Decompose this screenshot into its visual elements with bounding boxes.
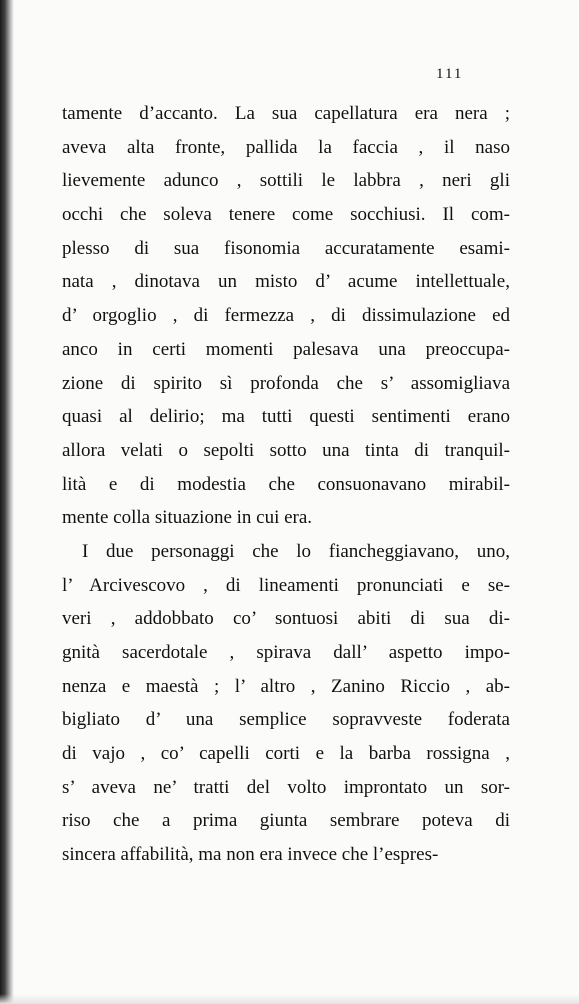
text-line: nata , dinotava un misto d’ acume intellettuale,: [62, 271, 510, 293]
text-line: d’ orgoglio , di fermezza , di dissimulazione ed: [62, 305, 510, 327]
text-line: gnità sacerdotale , spirava dall’ aspetto impo-: [62, 642, 510, 663]
text-line: I due personaggi che lo fiancheggiavano, uno,: [82, 540, 510, 562]
text-line: sincera affabilità, ma non era invece che l’espres-: [62, 844, 439, 866]
paragraph: [62, 535, 510, 872]
text-line: riso che a prima giunta sembrare poteva di: [62, 810, 510, 832]
page-number: 111: [436, 66, 464, 82]
body-text: [62, 97, 510, 872]
text-line: s’ aveva ne’ tratti del volto improntato un sor-: [62, 776, 510, 798]
text-line: bigliato d’ una semplice sopravveste foderata: [62, 709, 510, 731]
page-bottom-edge: [0, 994, 579, 1004]
text-line: aveva alta fronte, pallida la faccia , il naso: [62, 136, 510, 158]
book-spine-shadow: [0, 0, 14, 1004]
text-line: allora velati o sepolti sotto una tinta di tranquil-: [62, 439, 510, 461]
text-line: lievemente adunco , sottili le labbra , neri gli: [62, 170, 510, 192]
paragraph: [62, 97, 510, 535]
text-line: occhi che soleva tenere come socchiusi. Il com-: [62, 204, 510, 226]
text-line: anco in certi momenti palesava una preoccupa-: [62, 338, 510, 360]
text-line: zione di spirito sì profonda che s’ assomigliava: [62, 372, 510, 394]
text-line: plesso di sua fisonomia accuratamente esami-: [62, 237, 510, 259]
text-line: nenza e maestà ; l’ altro , Zanino Riccio , ab-: [62, 675, 510, 697]
text-line: l’ Arcivescovo , di lineamenti pronunciati e se-: [62, 574, 510, 596]
text-line: mente colla situazione in cui era.: [62, 507, 313, 529]
text-line: veri , addobbato co’ sontuosi abiti di sua di-: [62, 608, 510, 630]
text-line: tamente d’accanto. La sua capellatura era nera ;: [62, 103, 510, 124]
text-line: di vajo , co’ capelli corti e la barba rossigna ,: [62, 743, 510, 765]
text-line: lità e di modestia che consuonavano mirabil-: [62, 473, 510, 495]
text-line: quasi al delirio; ma tutti questi sentimenti erano: [62, 406, 510, 428]
